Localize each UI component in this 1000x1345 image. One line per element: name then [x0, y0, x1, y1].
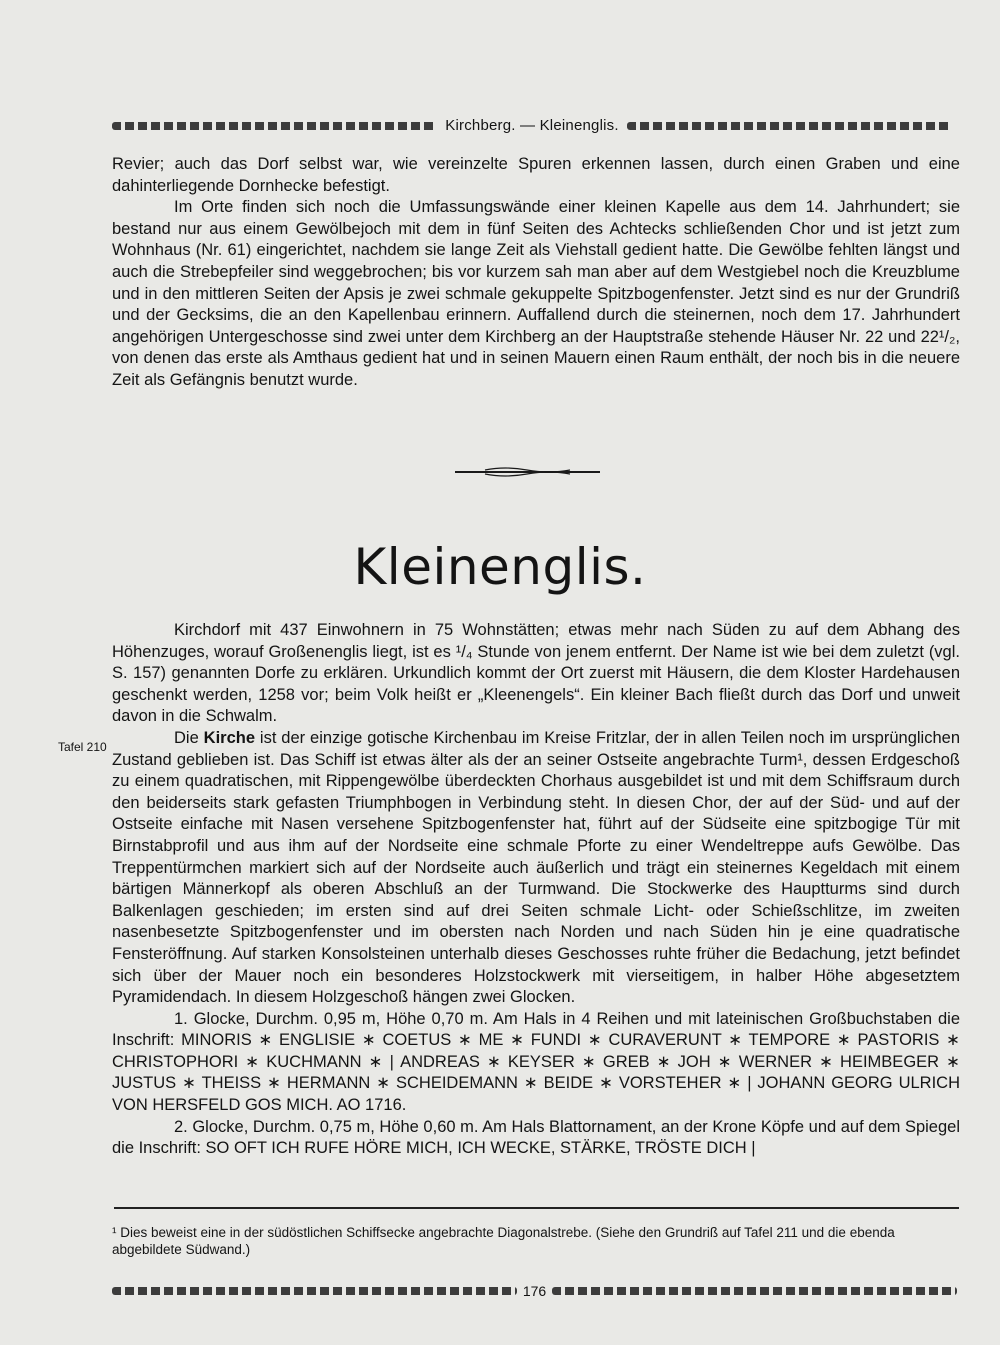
margin-note-plate-reference: Tafel 210 [58, 740, 107, 754]
paragraph-bell-1: 1. Glocke, Durchm. 0,95 m, Höhe 0,70 m. Am Hals in 4 Reihen und mit lateinischen Großbuchstaben die Inschrift: MINORIS ∗ ENGLISIE ∗ COETUS ∗ ME ∗ FUNDI ∗ CURAVERUNT ∗ TEMPORE ∗ PASTORIS ∗ CHRISTOPHORI ∗ KUCHMANN ∗ | ANDREAS ∗ KEYSER ∗ GREB ∗ JOH ∗ WERNER ∗ HEIMBEGER ∗ JUSTUS ∗ THEISS ∗ HERMANN ∗ SCHEIDEMANN ∗ BEIDE ∗ VORSTEHER ∗ | JOHANN GEORG ULRICH VON HERSFELD GOS MICH. AO 1716. [112, 1009, 960, 1115]
ornament-band-left [112, 1287, 517, 1295]
running-head-title: Kirchberg. — Kleinenglis. [445, 117, 619, 134]
paragraph: Revier; auch das Dorf selbst war, wie vereinzelte Spuren erkennen lassen, durch einen Graben und eine dahinterliegende Dornhecke befestigt. [112, 155, 960, 195]
ornament-band-right [627, 122, 952, 130]
text-run: Die [174, 728, 204, 747]
section-body [112, 620, 960, 1160]
paragraph-bell-2: 2. Glocke, Durchm. 0,75 m, Höhe 0,60 m. Am Hals Blattornament, an der Krone Köpfe und auf dem Spiegel die Inschrift: SO OFT ICH RUFE HÖRE MICH, ICH WECKE, STÄRKE, TRÖSTE DICH | [112, 1117, 960, 1158]
footnote: ¹ Dies beweist eine in der südöstlichen Schiffsecke angebrachte Diagonalstrebe. (Siehe den Grundriß auf Tafel 211 und die ebenda abgebildete Südwand.) [112, 1225, 895, 1257]
paragraph: Im Orte finden sich noch die Umfassungswände einer kleinen Kapelle aus dem 14. Jahrhundert; sie bestand nur aus einem Gewölbejoch mit dem in fünf Seiten des Achtecks schließenden Chor und ist jetzt zum Wohnhaus (Nr. 61) eingerichtet, nachdem sie lange Zeit als Viehstall gedient hatte. Die Gewölbe fehlten längst und auch die Strebepfeiler sind weggebrochen; bis vor kurzem sah man aber auf dem Westgiebel noch die Kreuzblume und in den mittleren Seiten der Apsis je zwei schmale gekuppelte Spitzbogenfenster. Jetzt sind es nur der Grundriß und der Gecksims, die an den Kapellenbau erinnern. Auffallend durch die steinernen, noch dem 17. Jahrhundert angehörigen Untergeschosse sind zwei unter dem Kirchberg an der Hauptstraße stehende Häuser Nr. 22 und 22¹/₂, von denen das erste als Amthaus gedient hat und in seinen Mauern einen Raum enthält, der noch bis in die neuere Zeit als Gefängnis benutzt wurde. [112, 198, 960, 389]
running-header [112, 117, 952, 134]
page-footer [112, 1283, 957, 1299]
footnote-rule [114, 1207, 959, 1209]
paragraph: Kirchdorf mit 437 Einwohnern in 75 Wohnstätten; etwas mehr nach Süden zu auf dem Abhang des Höhenzuges, worauf Großenenglis liegt, ist es ¹/₄ Stunde von jenem entfernt. Der Name ist wie bei dem zuletzt (vgl. S. 157) genannten Dorfe zu erklären. Urkundlich kommt der Ort zuerst mit Häusern, die dem Kloster Hardehausen geschenkt werden, 1258 vor; beim Volk heißt er „Kleenengels“. Ein kleiner Bach fließt durch das Dorf und unweit davon in die Schwalm. [112, 621, 960, 726]
ornament-band-left [112, 122, 437, 130]
text-run: ist der einzige gotische Kirchenbau im Kreise Fritzlar, der in allen Teilen noch im ursprünglichen Zustand geblieben ist. Das Schiff ist etwas älter als der an seiner Ostseite angebrachte Turm¹, dessen Erdgeschoß zu einem quadratischen, mit Rippengewölbe überdeckten Chorhaus ausgebildet ist und mit dem Schiffsraum durch den beiderseits stark gefasten Triumphbogen in Verbindung steht. In diesen Chor, der auf der Süd- und auf der Ostseite einfache mit Nasen versehene Spitzbogenfenster hat, führt auf der Südseite eine spitzbogige Tür mit Birnstabprofil und aus ihm auf der Nordseite eine schmale Pforte zu einer Wendeltreppe aufs Gewölbe. Das Treppentürmchen markiert sich auf der Nordseite auch äußerlich und trägt ein steinernes Kegeldach mit einem bärtigen Männerkopf als oberen Abschluß an der Turmwand. Die Stockwerke des Hauptturms sind durch Balkenlagen geschieden; im ersten sind auf drei Seiten schmale Licht- oder Schießschlitze, im zweiten nasenbesetzte Spitzbogenfenster und im obersten nach Norden und nach Süden hin je eine quadratische Fensteröffnung. Auf starken Konsolsteinen unterhalb dieses Geschosses ruhte früher die Bedachung, jetzt befindet sich über der Mauer noch ein besonderes Holzstockwerk mit vierseitigem, in halber Höhe abgesetztem Pyramidendach. In diesem Holzgeschoß hängen zwei Glocken. [112, 728, 960, 1007]
section-title: Kleinenglis. [353, 538, 647, 596]
keyword-bold: Kirche [203, 728, 256, 747]
page-number: 176 [522, 1283, 547, 1299]
previous-section-text [112, 154, 960, 392]
section-divider-ornament [455, 466, 600, 478]
ornament-band-right [552, 1287, 957, 1295]
paragraph-church [112, 728, 960, 1009]
